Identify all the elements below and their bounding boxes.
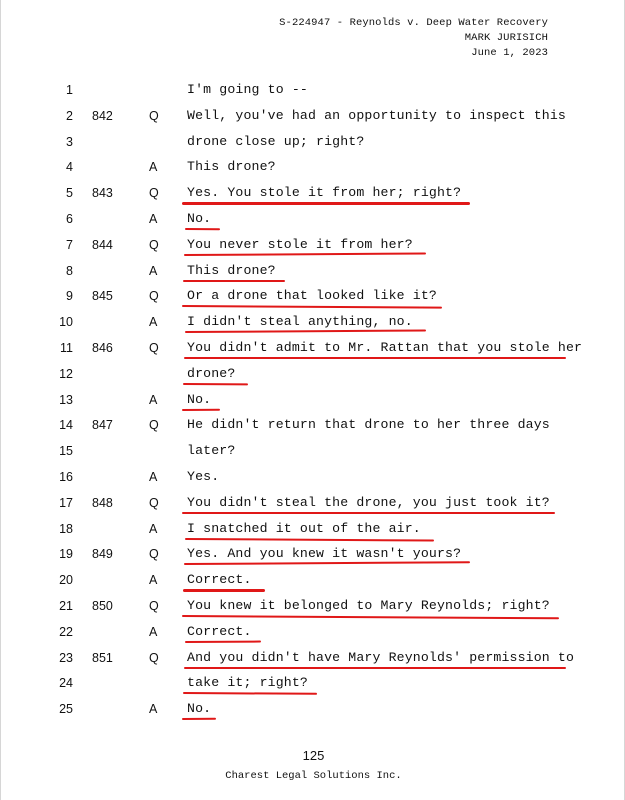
transcript-line — [1, 283, 625, 309]
line-number: 18 — [59, 521, 73, 536]
line-number: 22 — [59, 624, 73, 639]
testimony-text: take it; right? — [187, 675, 308, 691]
line-number: 16 — [59, 469, 73, 484]
transcript-line — [1, 258, 625, 284]
speaker-label: A — [149, 469, 158, 484]
testimony-text: I'm going to -- — [187, 82, 308, 97]
line-number: 15 — [59, 444, 73, 459]
line-number: 25 — [59, 702, 73, 717]
question-number: 851 — [92, 650, 113, 665]
red-underline — [184, 252, 426, 256]
testimony-text: And you didn't have Mary Reynolds' permission to — [187, 649, 575, 665]
case-caption: S-224947 - Reynolds v. Deep Water Recovery — [279, 17, 548, 29]
speaker-label: Q — [149, 289, 159, 304]
testimony-text: This drone? — [187, 262, 276, 278]
speaker-label: Q — [149, 340, 159, 355]
red-underline — [183, 383, 248, 386]
speaker-label: A — [149, 702, 158, 717]
red-underline — [185, 640, 261, 643]
speaker-label: Q — [149, 186, 159, 201]
page-number: 125 — [302, 748, 325, 763]
red-underline — [182, 408, 220, 411]
question-number: 850 — [92, 598, 113, 613]
question-number: 846 — [92, 340, 113, 355]
transcript-line — [1, 129, 625, 155]
question-number: 845 — [92, 289, 113, 304]
red-underline — [184, 667, 566, 669]
testimony-text: No. — [187, 391, 212, 407]
line-number: 2 — [66, 108, 73, 123]
line-number: 24 — [59, 676, 73, 691]
red-underline — [183, 280, 285, 282]
transcript-line — [1, 309, 625, 335]
transcript-lines — [1, 77, 625, 722]
transcript-line — [1, 619, 625, 645]
red-underline — [183, 589, 265, 591]
testimony-text: You knew it belonged to Mary Reynolds; right? — [187, 597, 550, 613]
testimony-text: You didn't steal the drone, you just took it? — [187, 494, 550, 510]
question-number: 844 — [92, 237, 113, 252]
transcript-line — [1, 438, 625, 464]
testimony-text: Yes. — [187, 468, 220, 484]
testimony-text: I snatched it out of the air. — [187, 520, 421, 536]
testimony-text: You didn't admit to Mr. Rattan that you stole her — [187, 339, 583, 355]
testimony-text: Yes. You stole it from her; right? — [187, 185, 462, 201]
line-number: 20 — [59, 573, 73, 588]
transcript-line — [1, 335, 625, 361]
speaker-label: Q — [149, 598, 159, 613]
transcript-line — [1, 490, 625, 516]
line-number: 3 — [66, 134, 73, 149]
transcript-line — [1, 593, 625, 619]
transcript-line — [1, 464, 625, 490]
testimony-text: No. — [187, 701, 212, 717]
testimony-text: drone close up; right? — [187, 133, 365, 149]
line-number: 5 — [66, 186, 73, 201]
testimony-text: Yes. And you knew it wasn't yours? — [187, 546, 462, 562]
line-number: 6 — [66, 211, 73, 226]
transcript-line — [1, 696, 625, 722]
transcript-line — [1, 103, 625, 129]
speaker-label: Q — [149, 418, 159, 433]
testimony-text: later? — [187, 443, 236, 459]
question-number: 843 — [92, 186, 113, 201]
deposition-date: June 1, 2023 — [471, 47, 548, 59]
red-underline — [184, 562, 470, 566]
page-header — [279, 16, 548, 61]
speaker-label: Q — [149, 495, 159, 510]
line-number: 8 — [66, 263, 73, 278]
line-number: 13 — [59, 392, 73, 407]
speaker-label: Q — [149, 108, 159, 123]
red-underline — [182, 202, 470, 204]
line-number: 12 — [59, 366, 73, 381]
question-number: 847 — [92, 418, 113, 433]
transcript-line — [1, 387, 625, 413]
red-underline — [185, 228, 220, 231]
red-underline — [185, 330, 426, 334]
question-number: 848 — [92, 495, 113, 510]
witness-name: MARK JURISICH — [464, 32, 548, 44]
transcript-line — [1, 567, 625, 593]
speaker-label: A — [149, 211, 158, 226]
testimony-text: Correct. — [187, 572, 252, 588]
speaker-label: A — [149, 392, 158, 407]
line-number: 1 — [66, 83, 73, 97]
transcript-line — [1, 412, 625, 438]
speaker-label: Q — [149, 237, 159, 252]
speaker-label: A — [149, 160, 158, 175]
speaker-label: Q — [149, 650, 159, 665]
transcript-line — [1, 206, 625, 232]
red-underline — [183, 692, 317, 695]
line-number: 17 — [59, 495, 73, 510]
question-number: 849 — [92, 547, 113, 562]
reporter-company: Charest Legal Solutions Inc. — [225, 770, 402, 782]
transcript-line — [1, 516, 625, 542]
line-number: 11 — [60, 340, 73, 355]
transcript-line — [1, 645, 625, 671]
transcript-line — [1, 232, 625, 258]
transcript-line — [1, 541, 625, 567]
line-number: 4 — [66, 160, 73, 175]
line-number: 21 — [59, 598, 73, 613]
line-number: 14 — [59, 418, 73, 433]
line-number: 10 — [59, 315, 73, 330]
transcript-line — [1, 670, 625, 696]
testimony-text: You never stole it from her? — [187, 236, 413, 252]
line-number: 7 — [66, 237, 73, 252]
red-underline — [182, 718, 216, 721]
testimony-text: Well, you've had an opportunity to inspect this — [187, 107, 566, 123]
transcript-line — [1, 77, 625, 103]
speaker-label: A — [149, 521, 158, 536]
testimony-text: Correct. — [187, 623, 252, 639]
line-number: 9 — [66, 289, 73, 304]
line-number: 23 — [59, 650, 73, 665]
transcript-line — [1, 154, 625, 180]
question-number: 842 — [92, 108, 113, 123]
speaker-label: A — [149, 573, 158, 588]
speaker-label: Q — [149, 547, 159, 562]
testimony-text: I didn't steal anything, no. — [187, 314, 413, 330]
speaker-label: A — [149, 315, 158, 330]
testimony-text: No. — [187, 210, 212, 226]
testimony-text: drone? — [187, 365, 236, 381]
testimony-text: This drone? — [187, 159, 276, 175]
transcript-line — [1, 361, 625, 387]
speaker-label: A — [149, 624, 158, 639]
red-underline — [184, 357, 566, 359]
testimony-text: Or a drone that looked like it? — [187, 288, 437, 304]
speaker-label: A — [149, 263, 158, 278]
line-number: 19 — [59, 547, 73, 562]
testimony-text: He didn't return that drone to her three days — [187, 417, 550, 433]
red-underline — [182, 512, 555, 514]
transcript-line — [1, 180, 625, 206]
